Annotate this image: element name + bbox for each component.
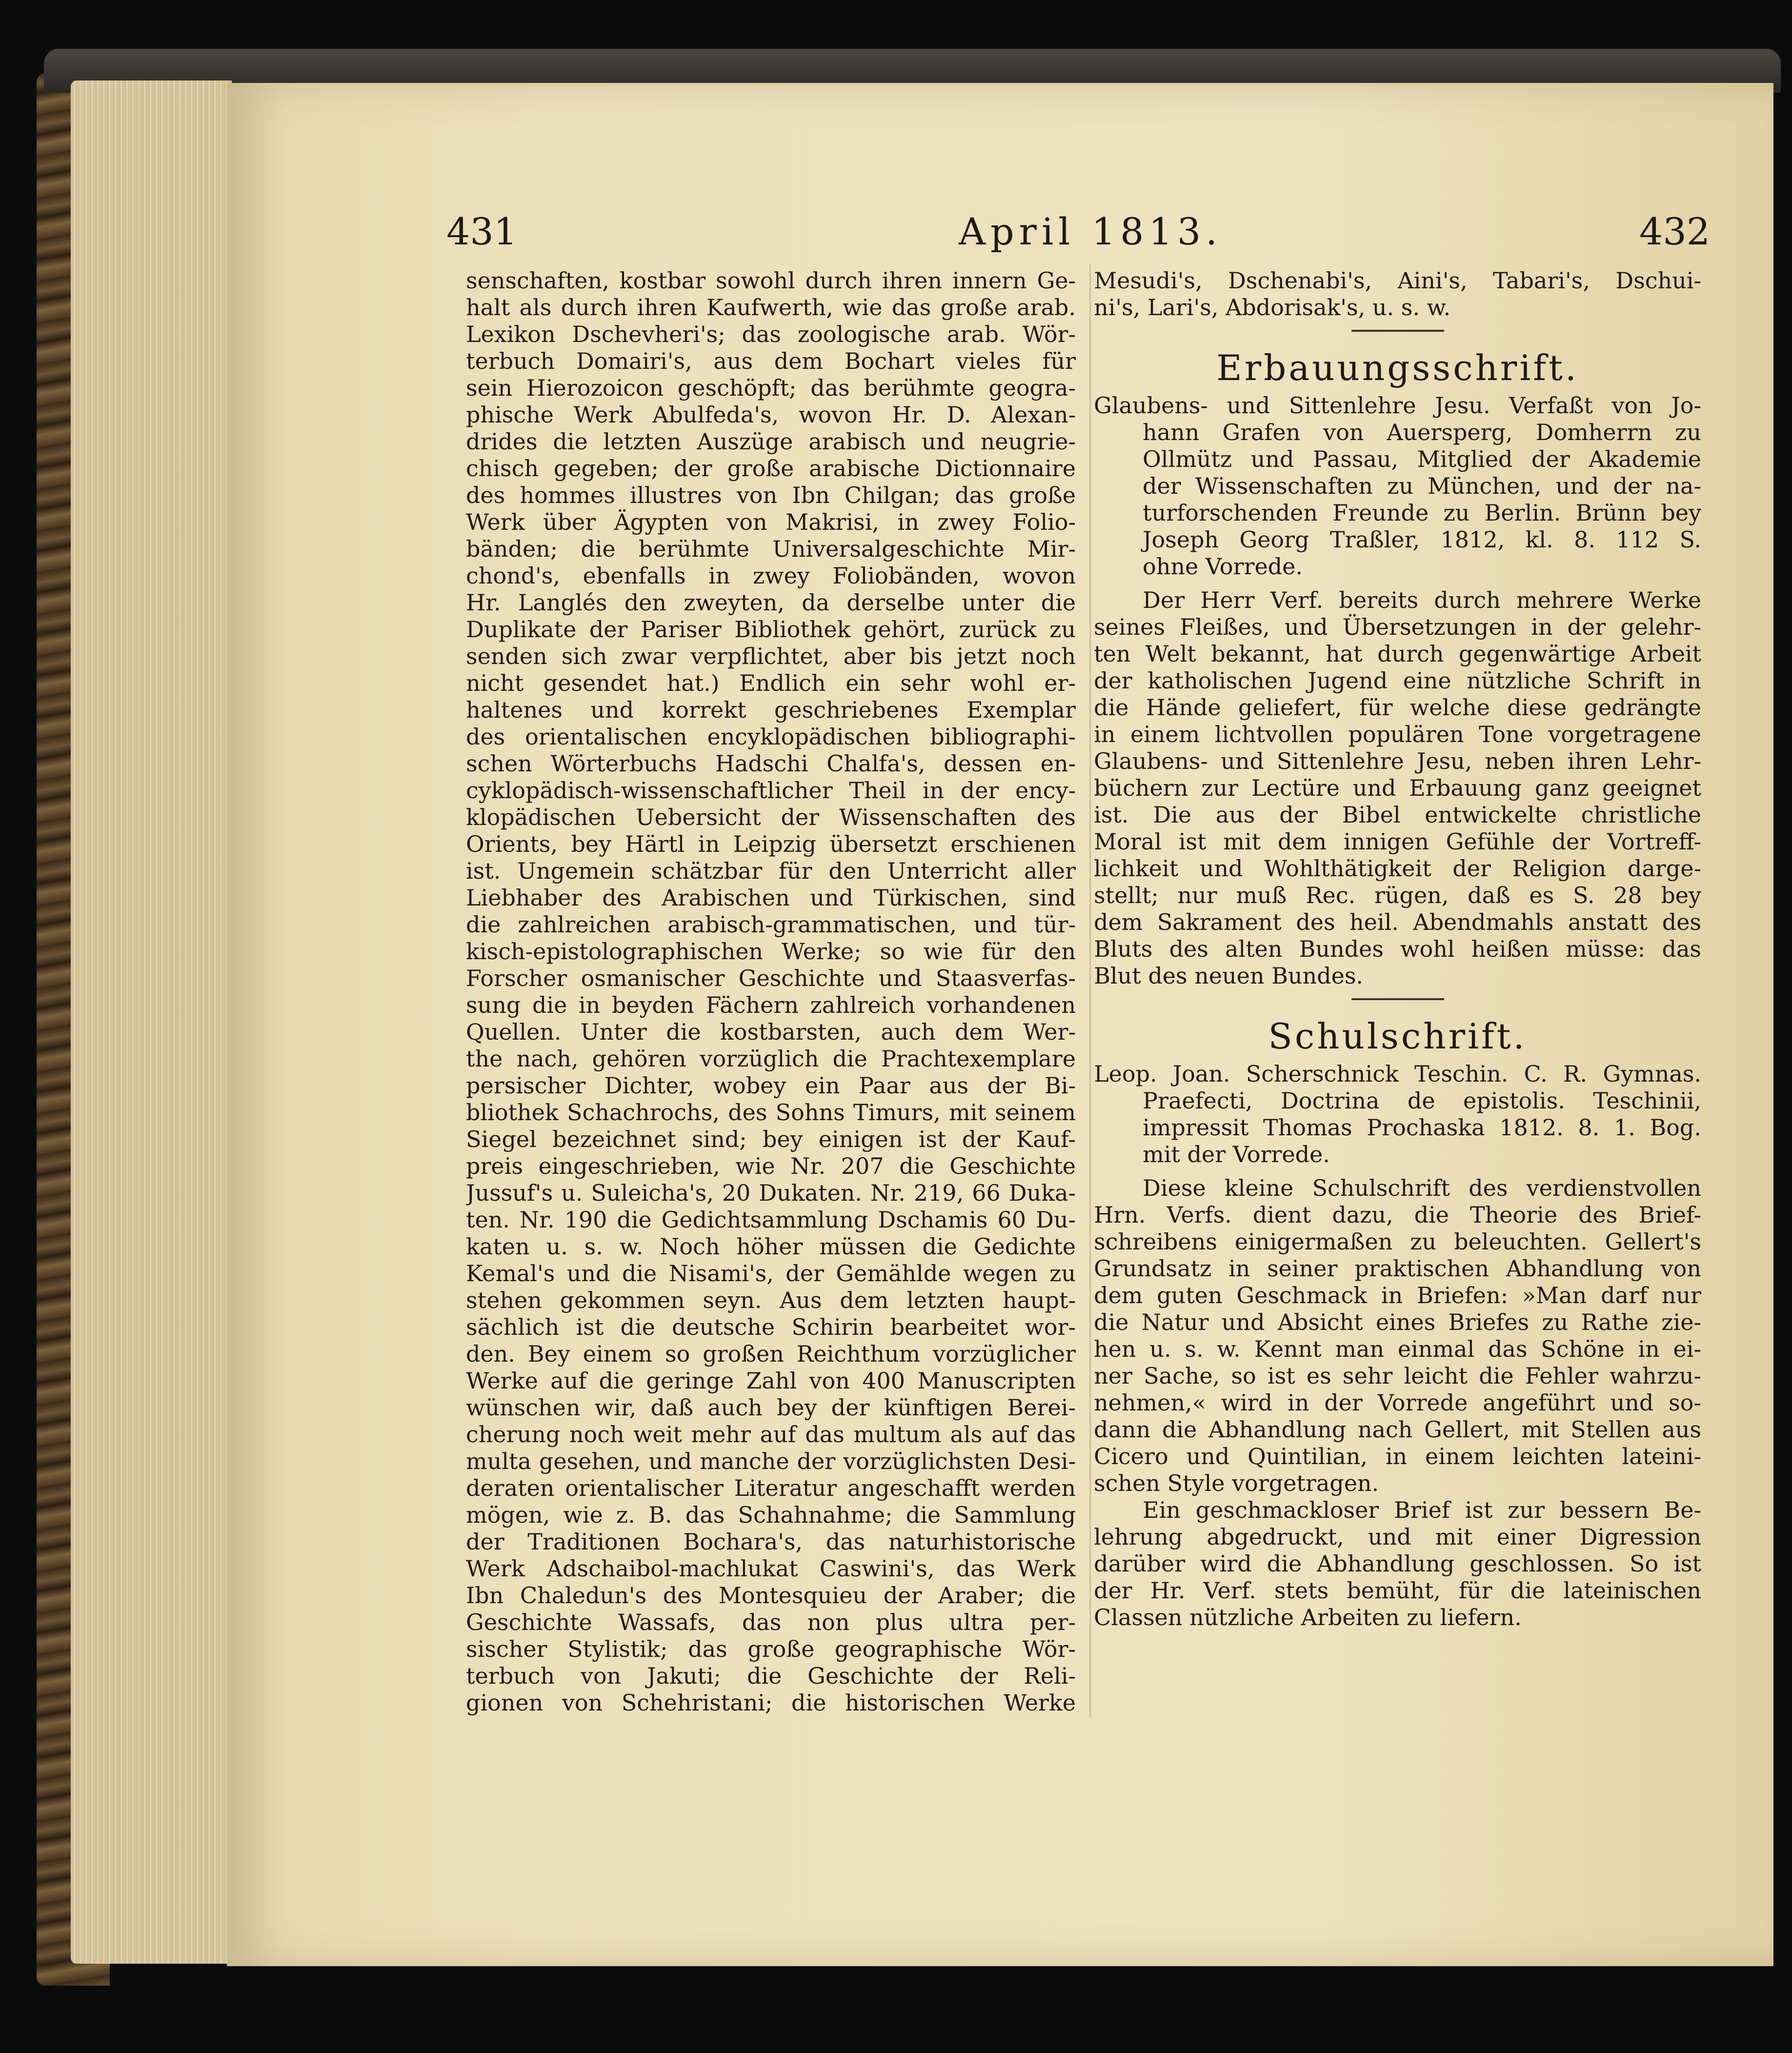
- running-header-date: April 1813.: [959, 210, 1223, 253]
- right-column-intro: [1094, 267, 1701, 321]
- text-line: senschaften, kostbar sowohl durch ihren innern Ge-: [466, 267, 1076, 294]
- citation-erbauungsschrift: [1094, 392, 1701, 580]
- page-number-right: 432: [1639, 210, 1711, 253]
- text-line: Orients, bey Härtl in Leipzig übersetzt erschienen: [466, 831, 1076, 857]
- text-line: der Traditionen Bochara's, das naturhistorische: [466, 1529, 1076, 1555]
- text-line: terbuch Domairi's, aus dem Bochart vieles für: [466, 348, 1076, 374]
- text-line: Glaubens- und Sittenlehre Jesu. Verfaßt von Jo-: [1094, 392, 1701, 419]
- text-line: chisch gegeben; der große arabische Dictionnaire: [466, 455, 1076, 482]
- text-line: darüber wird die Abhandlung geschlossen. So ist: [1094, 1550, 1701, 1577]
- text-line: Duplikate der Pariser Bibliothek gehört, zurück zu: [466, 616, 1076, 643]
- text-line: dann die Abhandlung nach Gellert, mit Stellen aus: [1094, 1416, 1701, 1443]
- text-line: die zahlreichen arabisch-grammatischen, und tür-: [466, 911, 1076, 938]
- citation-schulschrift: [1094, 1061, 1701, 1168]
- text-line: sächlich ist die deutsche Schirin bearbeitet wor-: [466, 1314, 1076, 1340]
- text-line: phische Werk Abulfeda's, wovon Hr. D. Alexan-: [466, 402, 1076, 428]
- text-line: Leop. Joan. Scherschnick Teschin. C. R. Gymnas.: [1094, 1061, 1701, 1087]
- text-line: mit der Vorrede.: [1143, 1141, 1330, 1167]
- review-schulschrift: [1094, 1175, 1701, 1497]
- text-line: wünschen wir, daß auch bey der künftigen Berei-: [466, 1394, 1076, 1421]
- column-divider: [1089, 263, 1091, 1717]
- text-line: drides die letzten Auszüge arabisch und neugrie-: [466, 428, 1076, 455]
- text-line: Praefecti, Doctrina de epistolis. Teschinii,: [1143, 1087, 1701, 1114]
- text-line: stellt; nur muß Rec. rügen, daß es S. 28 bey: [1094, 882, 1701, 908]
- text-line: persischer Dichter, wobey ein Paar aus der Bi-: [466, 1072, 1076, 1099]
- text-line: lehrung abgedruckt, und mit einer Digression: [1094, 1524, 1701, 1550]
- text-line: ist. Die aus der Bibel entwickelte christliche: [1094, 802, 1701, 828]
- left-column: [466, 267, 1076, 1716]
- text-line: Hrn. Verfs. dient dazu, die Theorie des Brief-: [1094, 1202, 1701, 1228]
- text-line: terbuch von Jakuti; die Geschichte der Reli-: [466, 1663, 1076, 1689]
- text-line: ist. Ungemein schätzbar für den Unterricht aller: [466, 858, 1076, 884]
- section-rule: [1351, 998, 1444, 1000]
- text-line: lichkeit und Wohlthätigkeit der Religion darge-: [1094, 855, 1701, 882]
- text-line: in einem lichtvollen populären Tone vorgetragene: [1094, 721, 1701, 747]
- text-line: Blut des neuen Bundes.: [1094, 963, 1364, 989]
- text-line: Moral ist mit dem innigen Gefühle der Vortreff-: [1094, 828, 1701, 855]
- text-line: multa gesehen, und manche der vorzüglichsten Desi-: [466, 1448, 1076, 1474]
- text-line: hen u. s. w. Kennt man einmal das Schöne in ei-: [1094, 1336, 1701, 1362]
- text-line: Geschichte Wassafs, das non plus ultra per-: [466, 1609, 1076, 1635]
- text-line: Forscher osmanischer Geschichte und Staasverfas-: [466, 965, 1076, 991]
- text-line: den. Bey einem so großen Reichthum vorzüglicher: [466, 1341, 1076, 1367]
- text-line: Cicero und Quintilian, in einem leichten lateini-: [1094, 1443, 1701, 1469]
- text-line: schen Wörterbuchs Hadschi Chalfa's, dessen en-: [466, 750, 1076, 777]
- text-line: Joseph Georg Traßler, 1812, kl. 8. 112 S.: [1143, 526, 1701, 553]
- review-erbauungsschrift: [1094, 587, 1701, 989]
- text-line: die Natur und Absicht eines Briefes zu Rathe zie-: [1094, 1309, 1701, 1335]
- text-line: Quellen. Unter die kostbarsten, auch dem Wer-: [466, 1019, 1076, 1045]
- text-line: Werk Adschaibol-machlukat Caswini's, das Werk: [466, 1555, 1076, 1582]
- section-heading-schulschrift: Schulschrift.: [1268, 1016, 1527, 1057]
- text-line: Mesudi's, Dschenabi's, Aini's, Tabari's, Dschui-: [1094, 267, 1701, 294]
- section-rule: [1351, 330, 1444, 332]
- text-line: des orientalischen encyklopädischen bibliographi-: [466, 724, 1076, 750]
- text-line: seines Fleißes, und Übersetzungen in der gelehr-: [1094, 614, 1701, 640]
- text-line: ten Welt bekannt, hat durch gegenwärtige Arbeit: [1094, 641, 1701, 667]
- page-number-left: 431: [446, 210, 518, 253]
- text-line: gionen von Schehristani; die historischen Werke: [466, 1690, 1076, 1716]
- text-line: Ollmütz und Passau, Mitglied der Akademie: [1143, 446, 1701, 472]
- text-line: kisch-epistolographischen Werke; so wie für den: [466, 938, 1076, 965]
- text-line: Grundsatz in seiner praktischen Abhandlung von: [1094, 1255, 1701, 1282]
- section-heading-erbauungsschrift: Erbauungsschrift.: [1216, 347, 1579, 388]
- text-line: Ibn Chaledun's des Montesquieu der Araber; die: [466, 1582, 1076, 1609]
- review-schulschrift-continued: [1094, 1497, 1701, 1631]
- text-line: cherung noch weit mehr auf das multum als auf das: [466, 1421, 1076, 1448]
- text-line: klopädischen Uebersicht der Wissenschaften des: [466, 804, 1076, 830]
- text-line: Der Herr Verf. bereits durch mehrere Werke: [1143, 587, 1701, 613]
- text-line: schen Style vorgetragen.: [1094, 1470, 1379, 1496]
- text-line: Classen nützliche Arbeiten zu liefern.: [1094, 1604, 1522, 1630]
- text-line: sein Hierozoicon geschöpft; das berühmte geogra-: [466, 375, 1076, 401]
- text-line: Siegel bezeichnet sind; bey einigen ist der Kauf-: [466, 1126, 1076, 1152]
- text-line: Werk über Ägypten von Makrisi, in zwey Folio-: [466, 509, 1076, 535]
- text-line: haltenes und korrekt geschriebenes Exemplar: [466, 697, 1076, 723]
- text-line: senden sich zwar verpflichtet, aber bis jetzt noch: [466, 643, 1076, 669]
- text-line: bänden; die berühmte Universalgeschichte Mir-: [466, 536, 1076, 562]
- text-line: halt als durch ihren Kaufwerth, wie das große arab.: [466, 294, 1076, 321]
- text-line: Ein geschmackloser Brief ist zur bessern Be-: [1143, 1497, 1701, 1523]
- text-line: ten. Nr. 190 die Gedichtsammlung Dschamis 60 Du-: [466, 1207, 1076, 1233]
- page-edges: [71, 81, 232, 1964]
- text-line: the nach, gehören vorzüglich die Prachtexemplare: [466, 1046, 1076, 1072]
- text-line: stehen gekommen seyn. Aus dem letzten haupt-: [466, 1287, 1076, 1313]
- text-line: der katholischen Jugend eine nützliche Schrift in: [1094, 667, 1701, 694]
- text-line: Werke auf die geringe Zahl von 400 Manuscripten: [466, 1368, 1076, 1394]
- text-line: Glaubens- und Sittenlehre Jesu, neben ihren Lehr-: [1094, 748, 1701, 774]
- text-line: deraten orientalischer Literatur angeschafft werden: [466, 1475, 1076, 1501]
- text-line: dem guten Geschmack in Briefen: »Man darf nur: [1094, 1282, 1701, 1308]
- text-line: impressit Thomas Prochaska 1812. 8. 1. Bog.: [1143, 1114, 1701, 1141]
- text-line: Bluts des alten Bundes wohl heißen müsse: das: [1094, 936, 1701, 962]
- text-line: ohne Vorrede.: [1143, 553, 1303, 580]
- text-line: ni's, Lari's, Abdorisak's, u. s. w.: [1094, 294, 1451, 321]
- text-line: turforschenden Freunde zu Berlin. Brünn bey: [1143, 500, 1701, 526]
- text-line: cyklopädisch-wissenschaftlicher Theil in der ency-: [466, 777, 1076, 804]
- text-line: katen u. s. w. Noch höher müssen die Gedichte: [466, 1233, 1076, 1260]
- text-line: der Hr. Verf. stets bemüht, für die lateinischen: [1094, 1577, 1701, 1604]
- right-column: [1094, 267, 1701, 1631]
- text-line: ner Sache, so ist es sehr leicht die Fehler wahrzu-: [1094, 1363, 1701, 1389]
- text-line: dem Sakrament des heil. Abendmahls anstatt des: [1094, 909, 1701, 935]
- text-line: Hr. Langlés den zweyten, da derselbe unter die: [466, 589, 1076, 616]
- text-line: Jussuf's u. Suleicha's, 20 Dukaten. Nr. 219, 66 Duka-: [466, 1180, 1076, 1206]
- text-line: Diese kleine Schulschrift des verdienstvollen: [1143, 1175, 1701, 1201]
- text-line: bliothek Schachrochs, des Sohns Timurs, mit seinem: [466, 1099, 1076, 1126]
- text-line: der Wissenschaften zu München, und der na-: [1143, 473, 1701, 499]
- text-line: mögen, wie z. B. das Schahnahme; die Sammlung: [466, 1502, 1076, 1528]
- text-line: des hommes illustres von Ibn Chilgan; das große: [466, 482, 1076, 508]
- text-line: büchern zur Lectüre und Erbauung ganz geeignet: [1094, 775, 1701, 801]
- text-line: chond's, ebenfalls in zwey Foliobänden, wovon: [466, 563, 1076, 589]
- text-line: sischer Stylistik; das große geographische Wör-: [466, 1636, 1076, 1662]
- text-line: nehmen,« wird in der Vorrede angeführt und so-: [1094, 1389, 1701, 1416]
- text-line: sung die in beyden Fächern zahlreich vorhandenen: [466, 992, 1076, 1018]
- text-line: preis eingeschrieben, wie Nr. 207 die Geschichte: [466, 1153, 1076, 1179]
- text-line: die Hände geliefert, für welche diese gedrängte: [1094, 694, 1701, 721]
- text-line: hann Grafen von Auersperg, Domherrn zu: [1143, 419, 1701, 445]
- text-line: nicht gesendet hat.) Endlich ein sehr wohl er-: [466, 670, 1076, 696]
- text-line: schreibens einigermaßen zu beleuchten. Gellert's: [1094, 1228, 1701, 1255]
- text-line: Liebhaber des Arabischen und Türkischen, sind: [466, 885, 1076, 911]
- text-line: Lexikon Dschevheri's; das zoologische arab. Wör-: [466, 321, 1076, 347]
- text-line: Kemal's und die Nisami's, der Gemählde wegen zu: [466, 1260, 1076, 1287]
